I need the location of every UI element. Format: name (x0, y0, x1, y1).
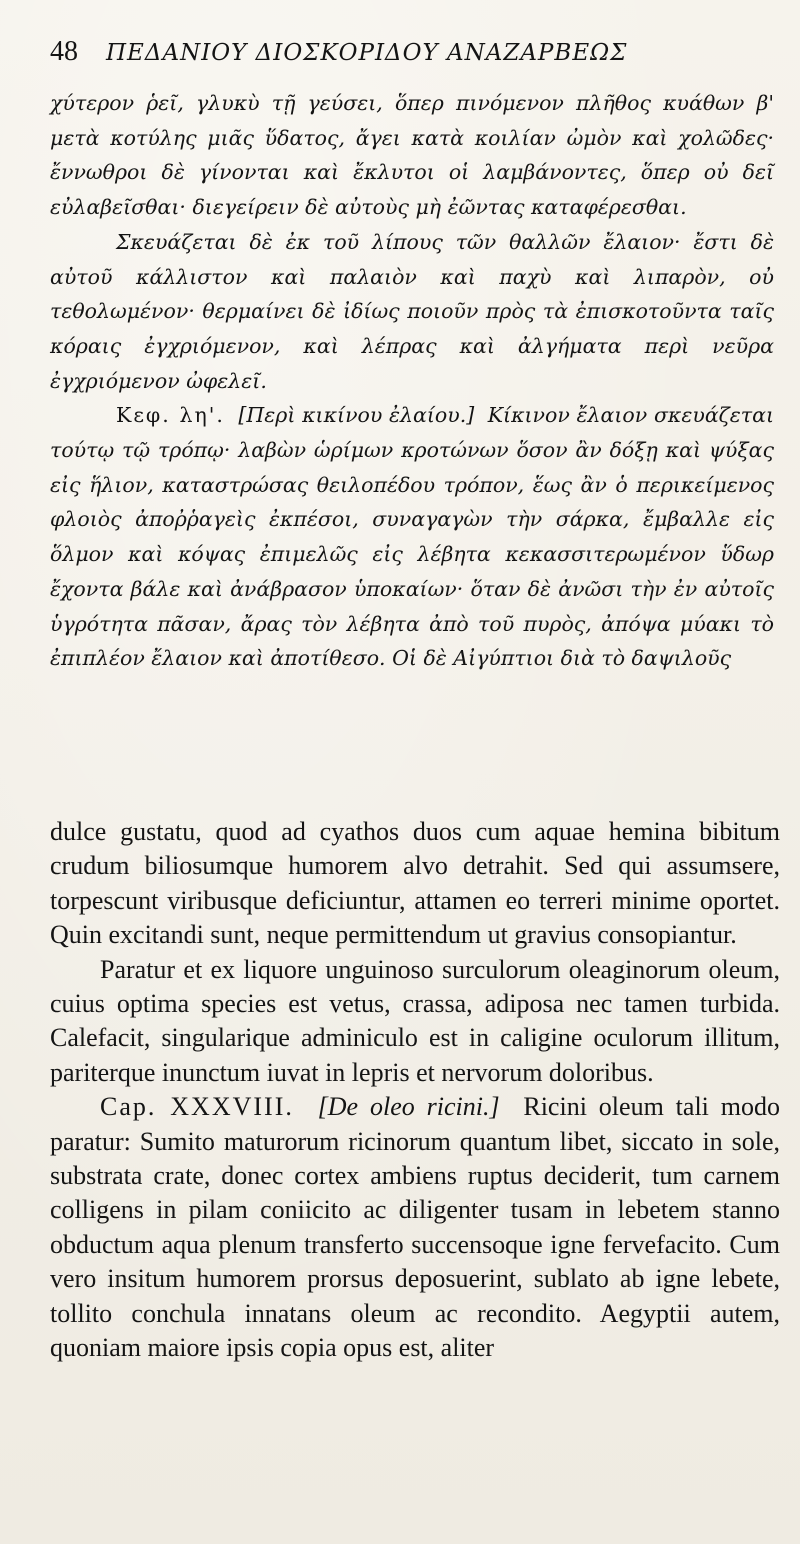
page-number: 48 (50, 36, 78, 67)
latin-paragraph-2: Paratur et ex liquore unguinoso surculorum oleaginorum oleum, cuius optima species est vetus, crassa, adiposa nec tamen turbida. Calefacit, singularique adminiculo est in caligine oculorum illitum, pariterque inunctum iuvat in lepris et nervorum doloribus. (50, 954, 780, 1087)
greek-chapter-paragraph (50, 398, 774, 676)
greek-paragraph-1: χύτερον ῥεῖ, γλυκὺ τῇ γεύσει, ὅπερ πινόμενον πλῆθος κυάθων β' μετὰ κοτύλης μιᾶς ὕδατος, ἄγει κατὰ κοιλίαν ὠμὸν καὶ χολῶδες· ἔννωθροι δὲ γίνονται καὶ ἔκλυτοι οἱ λαμβάνοντες, ὅπερ οὐ δεῖ εὐλαβεῖσθαι· διεγείρειν δὲ αὐτοὺς μὴ ἐῶντας καταφέρεσθαι. (50, 91, 774, 220)
latin-paragraph-3: Ricini oleum tali modo paratur: Sumito maturorum ricinorum quantum libet, siccato in sole, substrata crate, donec cortex ambiens ruptus deciderit, tum carnem colligens in pilam coniicito ac diligenter tusam in lebetem stanno obductum aqua plenum transferto succensoque igne fervefacito. Cum vero insitum humorem prorsus deposuerint, sublato ab igne lebete, tollito conchula innatans oleum ac recondito. Aegyptii autem, quoniam maiore ipsis copia opus est, aliter (50, 1092, 781, 1363)
latin-chapter-paragraph (50, 1090, 780, 1365)
greek-chapter-label: Κεφ. λη'. (116, 403, 225, 428)
greek-paragraph-2: Σκευάζεται δὲ ἐκ τοῦ λίπους τῶν θαλλῶν ἔλαιον· ἔστι δὲ αὐτοῦ κάλλιστον καὶ παλαιὸν καὶ παχὺ καὶ λιπαρὸν, οὐ τεθολωμένον· θερμαίνει δὲ ἰδίως ποιοῦν πρὸς τὰ ἐπισκοτοῦντα ταῖς κόραις ἐγχριόμενον, καὶ λέπρας καὶ ἀλγήματα περὶ νεῦρα ἐγχριόμενον ὠφελεῖ. (50, 229, 774, 393)
greek-text-block (50, 86, 774, 676)
page-header (50, 36, 770, 80)
latin-chapter-title: [De oleo ricini.] (317, 1092, 500, 1122)
greek-chapter-title: [Περὶ κικίνου ἐλαίου.] (238, 403, 475, 428)
latin-paragraph-1: dulce gustatu, quod ad cyathos duos cum aquae hemina bibitum crudum biliosumque humorem alvo detrahit. Sed qui assumsere, torpescunt viribusque deficiuntur, attamen eo terreri minime oportet. Quin excitandi sunt, neque permittendum ut gravius consopiantur. (50, 817, 780, 950)
greek-paragraph-3: Κίκινον ἔλαιον σκευάζεται τούτῳ τῷ τρόπῳ· λαβὼν ὡρίμων κροτώνων ὅσον ἂν δόξῃ καὶ ψύξας εἰς ἥλιον, καταστρώσας θειλοπέδου τρόπον, ἕως ἂν ὁ περικείμενος φλοιὸς ἀποῤῥαγεὶς ἐκπέσοι, συναγαγὼν τὴν σάρκα, ἔμβαλλε εἰς ὅλμον καὶ κόψας ἐπιμελῶς εἰς λέβητα κεκασσιτερωμένον ὕδωρ ἔχοντα βάλε καὶ ἀνάβρασον ὑποκαίων· ὅταν δὲ ἀνῶσι τὴν ἐν αὐτοῖς ὑγρότητα πᾶσαν, ἄρας τὸν λέβητα ἀπὸ τοῦ πυρὸς, ἀπόψα μύακι τὸ ἐπιπλέον ἔλαιον καὶ ἀποτίθεσο. Οἱ δὲ Αἰγύπτιοι διὰ τὸ δαψιλοῦς (50, 403, 775, 671)
latin-chapter-label: Cap. XXXVIII. (100, 1092, 294, 1122)
latin-text-block (50, 815, 780, 1366)
running-title: ΠΕΔΑΝΙΟΥ ΔΙΟΣΚΟΡΙΔΟΥ ΑΝΑΖΑΡΒΕΩΣ (106, 40, 628, 66)
